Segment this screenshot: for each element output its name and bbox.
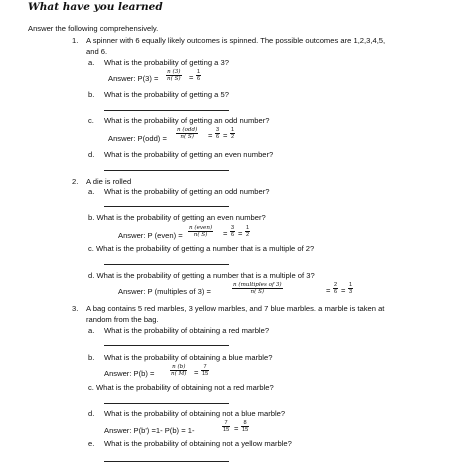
q1a-fraction-2-denominator: 6 xyxy=(197,76,201,82)
q2b-equals-2: = xyxy=(238,229,243,238)
q3d-letter: d. xyxy=(88,409,95,418)
q3b-fraction-1-denominator: n( M) xyxy=(171,371,187,377)
q2b-fraction-2-numerator: 3 xyxy=(231,225,235,231)
q3d-fraction-2 xyxy=(241,420,249,433)
q2b-fraction-1-numerator: n (even) xyxy=(189,225,213,231)
q2b-fraction-1-denominator: n( S) xyxy=(193,232,208,238)
q1a-fraction-2-numerator: 1 xyxy=(197,69,201,75)
q1b-letter: b. xyxy=(88,90,95,99)
q1c-fraction-1-denominator: n( S) xyxy=(180,134,194,140)
q2b-equals-1: = xyxy=(223,229,228,238)
page-title: What have you learned xyxy=(28,1,163,13)
q1a-equals: = xyxy=(189,73,194,82)
q3b-fraction-1 xyxy=(170,364,187,377)
q1a-fraction-1-numerator: n (3) xyxy=(167,69,181,75)
q1b-question: What is the probability of getting a 5? xyxy=(104,90,229,99)
q2c-answer-blank xyxy=(104,264,229,265)
q3a-question: What is the probability of obtaining a red marble? xyxy=(104,326,270,335)
q3d-fraction-2-numerator: 8 xyxy=(243,420,247,426)
q1a-question: What is the probability of getting a 3? xyxy=(104,58,229,67)
q1-stem-line2: and 6. xyxy=(86,47,108,56)
q3e-question: What is the probability of obtaining not a yellow marble? xyxy=(104,439,292,448)
q3-stem-line1: A bag contains 5 red marbles, 3 yellow marbles, and 7 blue marbles. a marble is taken at xyxy=(86,304,385,313)
q1c-fraction-3-denominator: 2 xyxy=(231,134,235,140)
q2d-fraction-2 xyxy=(333,282,338,295)
q2a-answer-blank xyxy=(104,206,229,207)
q1c-fraction-2-numerator: 3 xyxy=(216,127,220,133)
q1a-fraction-2 xyxy=(196,69,201,82)
q2b-fraction-1 xyxy=(188,225,213,238)
q1a-answer-label: Answer: P(3) = xyxy=(108,74,159,83)
q3a-answer-blank xyxy=(104,345,229,346)
q3-number: 3. xyxy=(72,304,79,313)
q3b-letter: b. xyxy=(88,353,95,362)
q2a-letter: a. xyxy=(88,187,95,196)
q2b-answer-label: Answer: P (even) = xyxy=(118,231,183,240)
q1c-fraction-2 xyxy=(215,127,220,140)
q2b-fraction-2-denominator: 6 xyxy=(231,232,235,238)
q1c-answer-label: Answer: P(odd) = xyxy=(108,134,167,143)
q2d-fraction-1-numerator: n (multiples of 3) xyxy=(233,282,282,288)
q1c-fraction-1 xyxy=(176,127,198,140)
q1b-answer-blank xyxy=(104,110,229,111)
q2a-question: What is the probability of getting an odd number? xyxy=(104,187,270,196)
q2d-question: d. What is the probability of getting a number that is a multiple of 3? xyxy=(88,271,315,280)
q1d-letter: d. xyxy=(88,150,95,159)
q3d-fraction-1-denominator: 15 xyxy=(223,427,230,433)
q3b-fraction-2-numerator: 7 xyxy=(203,364,207,370)
q3b-fraction-2-denominator: 15 xyxy=(202,371,209,377)
q1a-fraction-1-denominator: n( S) xyxy=(167,76,181,82)
q3e-letter: e. xyxy=(88,439,95,448)
q2-number: 2. xyxy=(72,177,79,186)
q2d-fraction-2-numerator: 2 xyxy=(334,282,338,288)
q2d-fraction-3 xyxy=(348,282,353,295)
q3d-fraction-1 xyxy=(222,420,230,433)
q2-stem: A die is rolled xyxy=(86,177,132,186)
q1c-fraction-2-denominator: 6 xyxy=(216,134,220,140)
q1a-fraction-1 xyxy=(166,69,182,82)
q3b-answer-label: Answer: P(b) = xyxy=(104,369,155,378)
q3d-answer-label: Answer: P(b') =1- P(b) = 1- xyxy=(104,426,195,435)
q2b-fraction-3 xyxy=(245,225,250,238)
q3b-equals: = xyxy=(194,368,199,377)
q2d-fraction-3-denominator: 3 xyxy=(349,289,353,295)
q3d-question: What is the probability of obtaining not a blue marble? xyxy=(104,409,286,418)
q2c-question: c. What is the probability of getting a number that is a multiple of 2? xyxy=(88,244,315,253)
q2d-fraction-1-denominator: n( S) xyxy=(250,289,265,295)
q1c-fraction-3 xyxy=(230,127,235,140)
q3d-fraction-2-denominator: 15 xyxy=(242,427,249,433)
q1c-fraction-1-numerator: n (odd) xyxy=(177,127,198,133)
q3-stem-line2: random from the bag. xyxy=(86,315,159,324)
q1-number: 1. xyxy=(72,36,79,45)
q2d-answer-label: Answer: P (multiples of 3) = xyxy=(118,287,211,296)
q2d-fraction-1 xyxy=(232,282,283,295)
q1c-fraction-3-numerator: 1 xyxy=(231,127,235,133)
q3c-question: c. What is the probability of obtaining not a red marble? xyxy=(88,383,274,392)
q3b-fraction-1-numerator: n (b) xyxy=(172,364,186,370)
q1c-letter: c. xyxy=(88,116,94,125)
q2b-fraction-3-numerator: 1 xyxy=(246,225,250,231)
q1d-answer-blank xyxy=(104,170,229,171)
q2b-question: b. What is the probability of getting an even number? xyxy=(88,213,266,222)
q1c-equals-2: = xyxy=(223,131,228,140)
q1c-equals-1: = xyxy=(208,131,213,140)
q3d-equals: = xyxy=(234,424,239,433)
q3b-fraction-2 xyxy=(201,364,209,377)
q3e-answer-blank xyxy=(104,461,229,462)
instruction-text: Answer the following comprehensively. xyxy=(28,24,159,33)
q3a-letter: a. xyxy=(88,326,95,335)
q3b-question: What is the probability of obtaining a blue marble? xyxy=(104,353,273,362)
q2d-fraction-3-numerator: 1 xyxy=(349,282,353,288)
q1a-letter: a. xyxy=(88,58,95,67)
q1d-question: What is the probability of getting an even number? xyxy=(104,150,274,159)
q3d-fraction-1-numerator: 7 xyxy=(224,420,228,426)
q3c-answer-blank xyxy=(104,403,229,404)
q2b-fraction-2 xyxy=(230,225,235,238)
q2d-fraction-2-denominator: 6 xyxy=(334,289,338,295)
q2b-fraction-3-denominator: 2 xyxy=(246,232,250,238)
q1c-question: What is the probability of getting an odd number? xyxy=(104,116,270,125)
q2d-equals-2: = xyxy=(341,286,346,295)
q1-stem-line1: A spinner with 6 equally likely outcomes is spinned. The possible outcomes are 1,2,3,4,5, xyxy=(86,36,386,45)
q2d-equals-1: = xyxy=(326,286,331,295)
